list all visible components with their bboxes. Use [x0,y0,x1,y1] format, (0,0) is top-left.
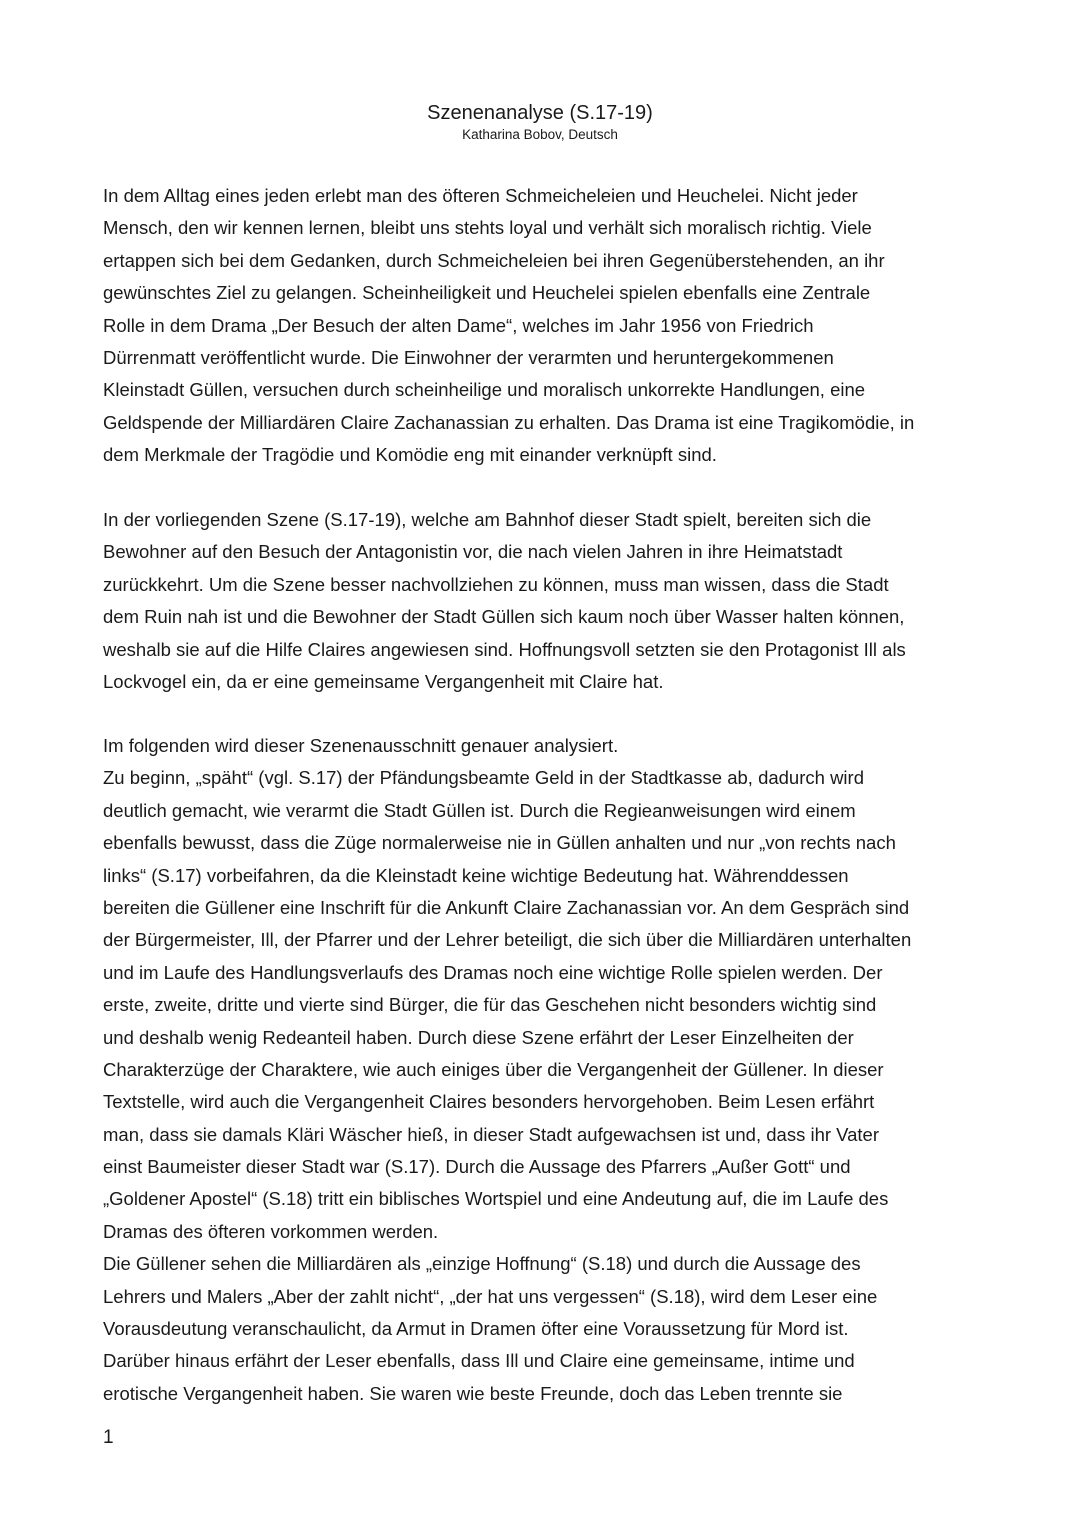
text-line: links“ (S.17) vorbeifahren, da die Kleinstadt keine wichtige Bedeutung hat. Währenddessen [103,864,849,886]
text-line: Lehrers und Malers „Aber der zahlt nicht“, „der hat uns vergessen“ (S.18), wird dem Leser eine [103,1285,878,1307]
paragraph-analysis [103,730,1003,1410]
text-line: man, dass sie damals Kläri Wäscher hieß, in dieser Stadt aufgewachsen ist und, dass ihr Vater [103,1123,879,1145]
text-line: Im folgenden wird dieser Szenenausschnitt genauer analysiert. [103,735,619,756]
text-line: Dramas des öfteren vorkommen werden. [103,1220,439,1242]
text-line: und deshalb wenig Redeanteil haben. Durch diese Szene erfährt der Leser Einzelheiten der [103,1026,854,1048]
text-line: deutlich gemacht, wie verarmt die Stadt Güllen ist. Durch die Regieanweisungen wird einem [103,799,856,821]
page-number: 1 [103,1427,114,1448]
text-line: In der vorliegenden Szene (S.17-19), welche am Bahnhof dieser Stadt spielt, bereiten sich die [103,509,872,530]
text-line: bereiten die Güllener eine Inschrift für die Ankunft Claire Zachanassian vor. An dem Gespräch sind [103,896,910,918]
text-line: erste, zweite, dritte und vierte sind Bürger, die für das Geschehen nicht besonders wichtig sind [103,994,877,1016]
text-line: Charakterzüge der Charaktere, wie auch einiges über die Vergangenheit der Güllener. In dieser [103,1058,884,1080]
text-line: Kleinstadt Güllen, versuchen durch scheinheilige und moralisch unkorrekte Handlungen, eine [103,379,866,401]
text-line: erotische Vergangenheit haben. Sie waren wie beste Freunde, doch das Leben trennte sie [103,1382,843,1404]
text-line: Dürrenmatt veröffentlicht wurde. Die Einwohner der verarmten und heruntergekommenen [103,346,834,368]
document-title: Szenenanalyse (S.17-19) [427,102,653,124]
text-line: Geldspende der Milliardären Claire Zachanassian zu erhalten. Das Drama ist eine Tragikomödie, in [103,411,915,433]
paragraph-intro [103,180,1003,472]
text-line: ebenfalls bewusst, dass die Züge normalerweise nie in Güllen anhalten und nur „von rechts nach [103,832,896,854]
text-line: Textstelle, wird auch die Vergangenheit Claires besonders hervorgehoben. Beim Lesen erfährt [103,1091,875,1113]
text-line: weshalb sie auf die Hilfe Claires angewiesen sind. Hoffnungsvoll setzten sie den Protagonist Ill als [103,638,906,660]
text-line: Bewohner auf den Besuch der Antagonistin vor, die nach vielen Jahren in ihre Heimatstadt [103,541,843,563]
text-line: Darüber hinaus erfährt der Leser ebenfalls, dass Ill und Claire eine gemeinsame, intime und [103,1350,855,1372]
text-line: Lockvogel ein, da er eine gemeinsame Vergangenheit mit Claire hat. [103,670,664,692]
text-line: gewünschtes Ziel zu gelangen. Scheinheiligkeit und Heuchelei spielen ebenfalls eine Zentrale [103,282,871,304]
text-line: zurückkehrt. Um die Szene besser nachvollziehen zu können, muss man wissen, dass die Stadt [103,573,889,595]
text-line: Die Güllener sehen die Milliardären als „einzige Hoffnung“ (S.18) und durch die Aussage des [103,1253,861,1275]
text-line: Zu beginn, „späht“ (vgl. S.17) der Pfändungsbeamte Geld in der Stadtkasse ab, dadurch wird [103,767,864,789]
text-line: Rolle in dem Drama „Der Besuch der alten Dame“, welches im Jahr 1956 von Friedrich [103,314,814,336]
text-line: Mensch, den wir kennen lernen, bleibt uns stehts loyal und verhält sich moralisch richtig. Viele [103,217,872,239]
text-line: Vorausdeutung veranschaulicht, da Armut in Dramen öfter eine Voraussetzung für Mord ist. [103,1318,849,1340]
text-line: dem Merkmale der Tragödie und Komödie eng mit einander verknüpft sind. [103,444,717,466]
text-line: dem Ruin nah ist und die Bewohner der Stadt Güllen sich kaum noch über Wasser halten können, [103,606,905,628]
text-line: „Goldener Apostel“ (S.18) tritt ein biblisches Wortspiel und eine Andeutung auf, die im Laufe des [103,1188,889,1210]
text-line: einst Baumeister dieser Stadt war (S.17). Durch die Aussage des Pfarrers „Außer Gott“ und [103,1156,851,1178]
author-line: Katharina Bobov, Deutsch [462,127,618,142]
text-line: In dem Alltag eines jeden erlebt man des öfteren Schmeicheleien und Heuchelei. Nicht jeder [103,185,858,206]
text-line: der Bürgermeister, Ill, der Pfarrer und der Lehrer beteiligt, die sich über die Milliardären unterhalten [103,929,912,951]
paragraph-context [103,504,1003,698]
text-line: ertappen sich bei dem Gedanken, durch Schmeicheleien bei ihren Gegenüberstehenden, an ihr [103,249,885,271]
text-line: und im Laufe des Handlungsverlaufs des Dramas noch eine wichtige Rolle spielen werden. Der [103,961,883,983]
